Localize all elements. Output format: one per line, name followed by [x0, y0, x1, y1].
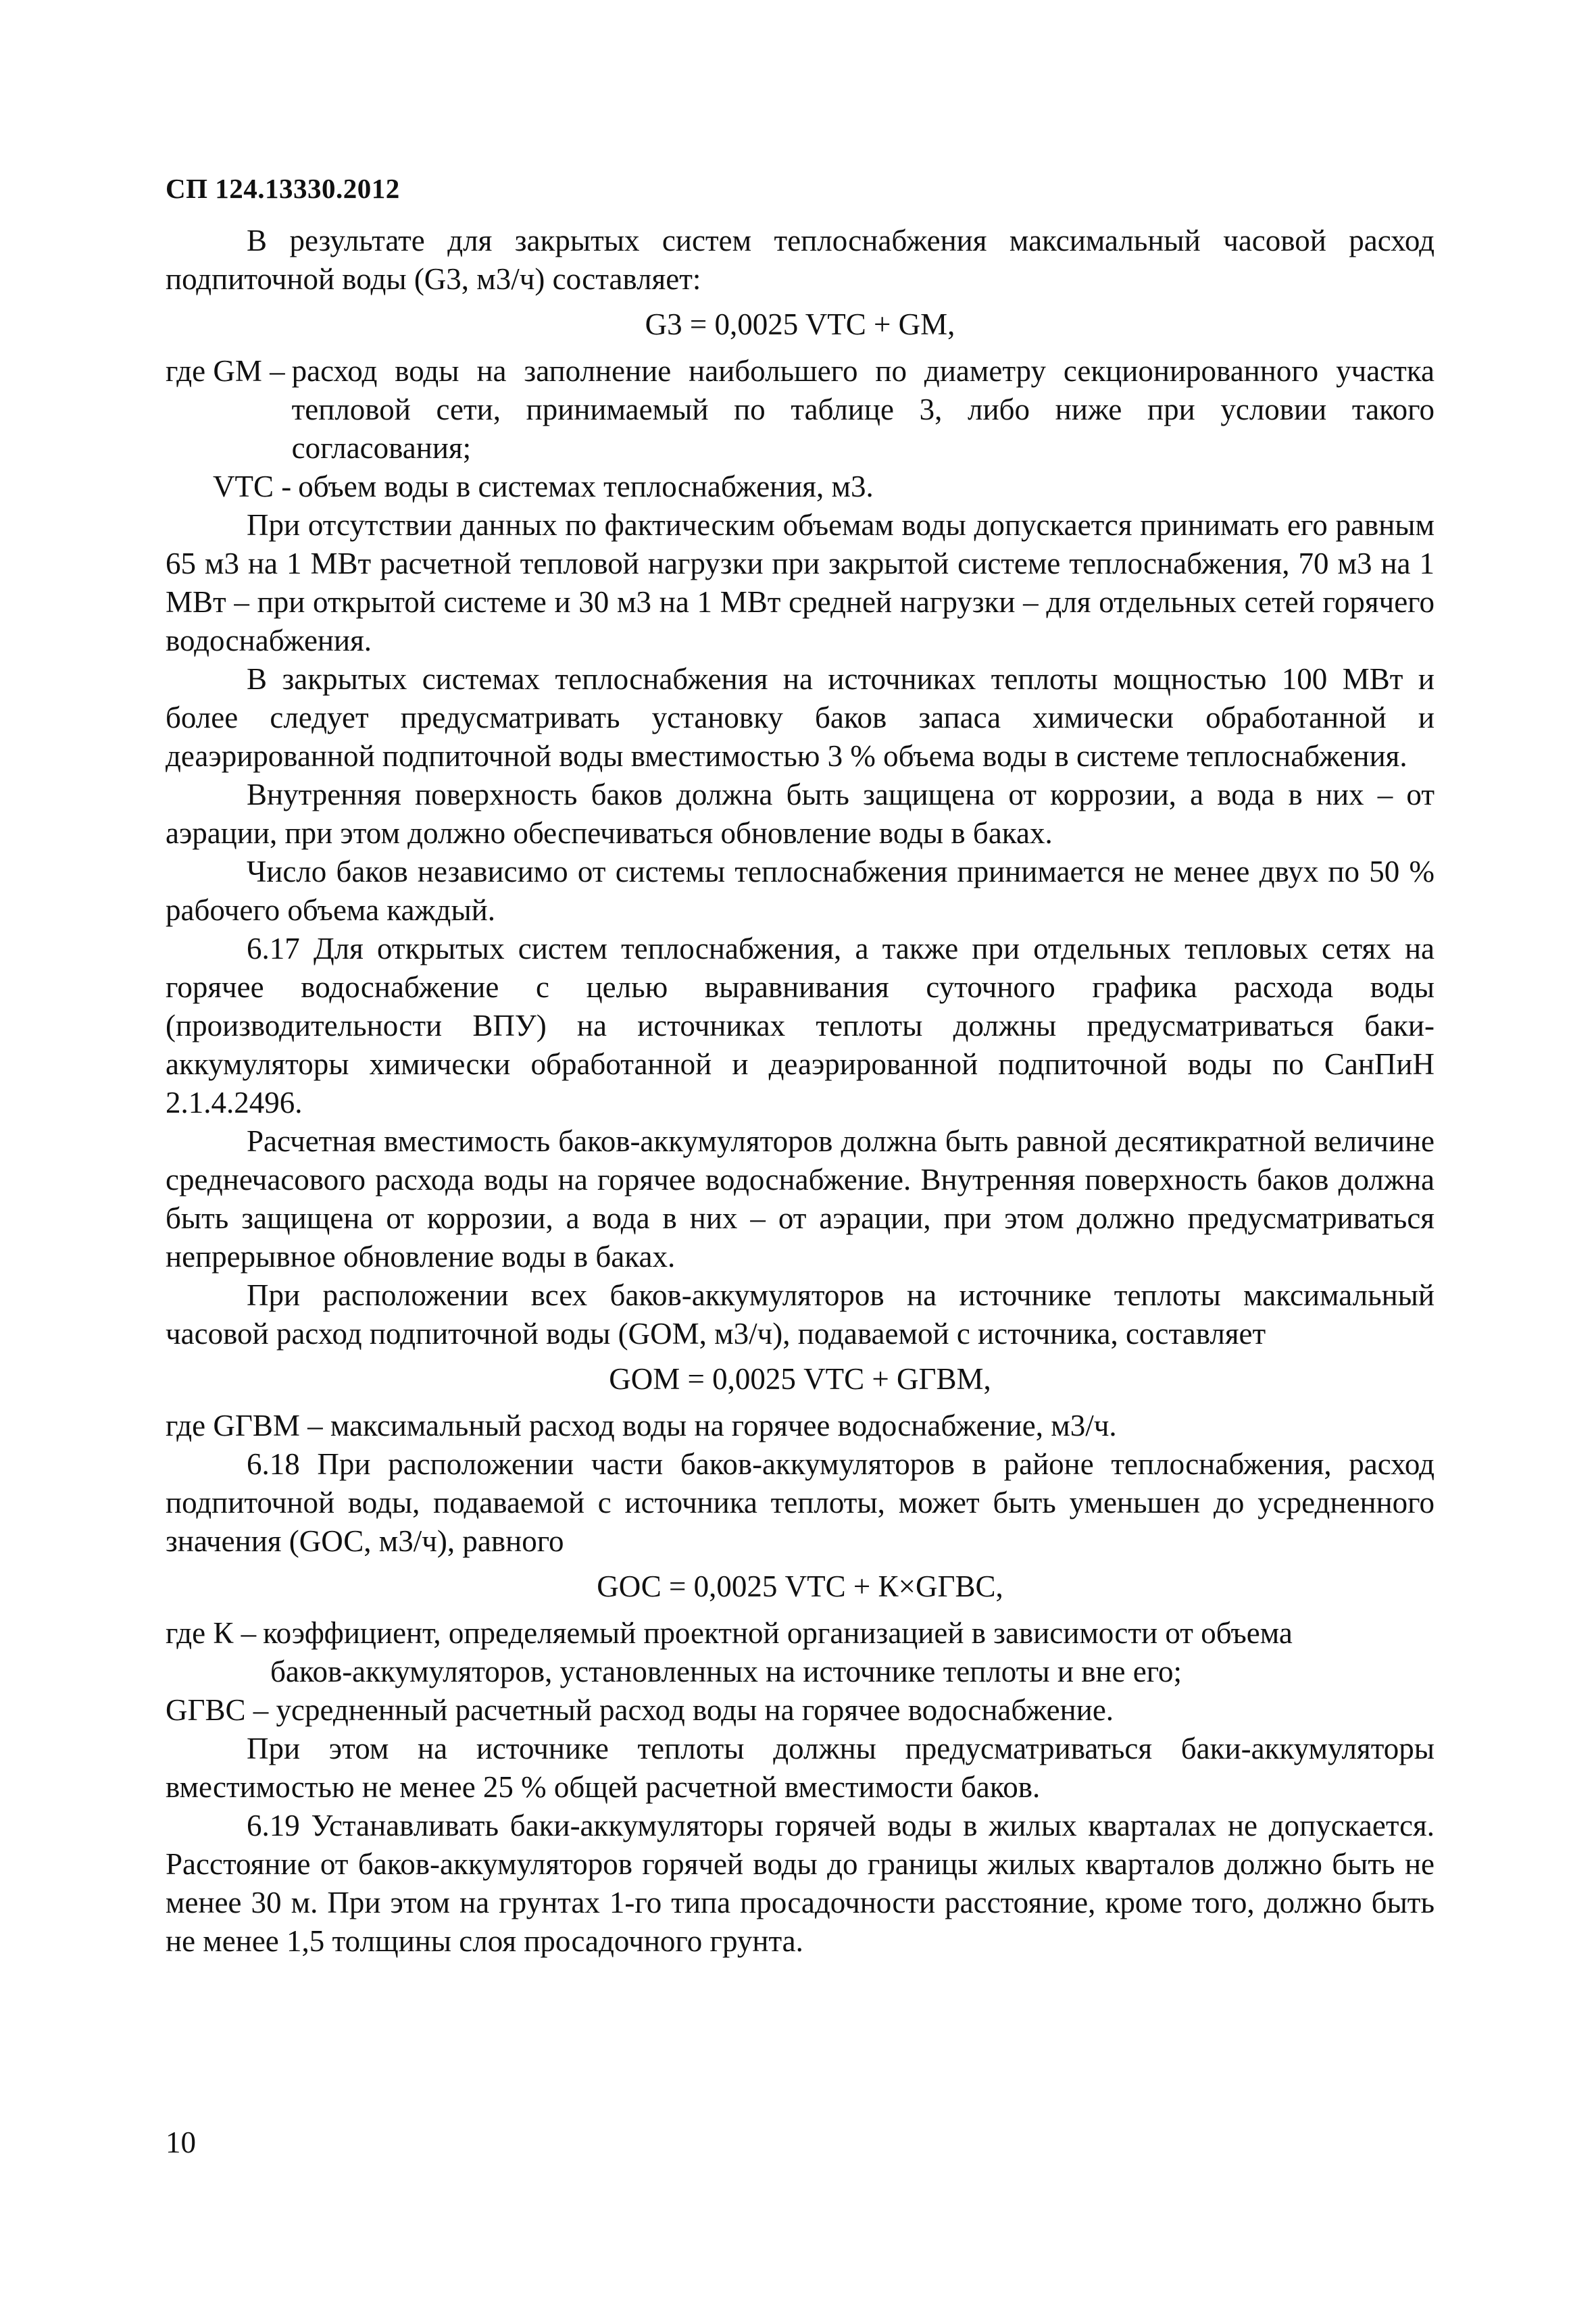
definition-text: объем воды в системах теплоснабжения, м3.	[298, 470, 874, 503]
definition-ggvs: GГВС – усредненный расчетный расход воды на горячее водоснабжение.	[166, 1693, 1114, 1727]
paragraph-tank-count: Число баков независимо от системы теплоснабжения принимается не менее двух по 50 % рабочего объема каждый.	[166, 855, 1435, 927]
page-number: 10	[166, 2126, 196, 2159]
paragraph-6-18: 6.18 При расположении части баков-аккумуляторов в районе теплоснабжения, расход подпиточной воды, подаваемой с источника теплоты, может быть уменьшен до усредненного значения (GОС, м3/ч), равного	[166, 1447, 1435, 1558]
formula-goc: GОС = 0,0025 VТС + К×GГВС,	[597, 1569, 1003, 1603]
definition-term: где К –	[166, 1616, 257, 1650]
document-body	[166, 222, 1435, 1961]
paragraph-reserve-tanks: В закрытых системах теплоснабжения на источниках теплоты мощностью 100 МВт и более следует предусматривать установку баков запаса химически обработанной и деаэрированной подпиточной воды вместимостью 3 % объема воды в системе теплоснабжения.	[166, 662, 1435, 773]
paragraph-tank-protection: Внутренняя поверхность баков должна быть защищена от коррозии, а вода в них – от аэрации, при этом должно обеспечиваться обновление воды в баках.	[166, 778, 1435, 850]
formula-g3: G3 = 0,0025 VТС + GМ,	[645, 307, 955, 341]
definition-text: коэффициент, определяемый проектной организацией в зависимости от объема	[263, 1616, 1293, 1650]
definition-term: VТС -	[213, 470, 292, 503]
paragraph-all-tanks-at-source: При расположении всех баков-аккумуляторов на источнике теплоты максимальный часовой расход подпиточной воды (GОМ, м3/ч), подаваемой с источника, составляет	[166, 1278, 1435, 1351]
definition-ggvm: где GГВМ – максимальный расход воды на горячее водоснабжение, м3/ч.	[166, 1409, 1117, 1442]
paragraph-closed-systems-intro: В результате для закрытых систем теплоснабжения максимальный часовой расход подпиточной воды (G3, м3/ч) составляет:	[166, 224, 1435, 296]
formula-gom: GОМ = 0,0025 VТС + GГВМ,	[609, 1362, 991, 1396]
paragraph-accumulator-capacity: Расчетная вместимость баков-аккумуляторов должна быть равной десятикратной величине среднечасового расхода воды на горячее водоснабжение. Внутренняя поверхность баков должна быть защищена от коррозии, а вода в них – от аэрации, при этом должно предусматриваться непрерывное обновление воды в баках.	[166, 1124, 1435, 1274]
definition-k-continuation: баков-аккумуляторов, установленных на источнике теплоты и вне его;	[270, 1655, 1182, 1688]
definition-gm	[166, 352, 1435, 468]
document-code-header: СП 124.13330.2012	[166, 173, 400, 204]
paragraph-source-tanks-minimum: При этом на источнике теплоты должны предусматриваться баки-аккумуляторы вместимостью не менее 25 % общей расчетной вместимости баков.	[166, 1732, 1435, 1804]
paragraph-6-17: 6.17 Для открытых систем теплоснабжения, а также при отдельных тепловых сетях на горячее водоснабжение с целью выравнивания суточного графика расхода воды (производительности ВПУ) на источниках теплоты должны предусматриваться баки-аккумуляторы химически обработанной и деаэрированной подпиточной воды по СанПиН 2.1.4.2496.	[166, 932, 1435, 1120]
paragraph-6-19: 6.19 Устанавливать баки-аккумуляторы горячей воды в жилых кварталах не допускается. Расстояние от баков-аккумуляторов горячей воды до границы жилых кварталов должно быть не менее 30 м. При этом на грунтах 1-го типа просадочности расстояние, кроме того, должно быть не менее 1,5 толщины слоя просадочного грунта.	[166, 1809, 1435, 1958]
definition-vtc	[166, 468, 1435, 506]
definition-text: расход воды на заполнение наибольшего по диаметру секционированного участка тепловой сети, принимаемый по таблице 3, либо ниже при условии такого согласования;	[291, 354, 1435, 465]
definition-term: где GМ –	[166, 354, 285, 388]
definition-k	[166, 1614, 1435, 1653]
paragraph-water-volume-default: При отсутствии данных по фактическим объемам воды допускается принимать его равным 65 м3 на 1 МВт расчетной тепловой нагрузки при закрытой системе теплоснабжения, 70 м3 на 1 МВт – при открытой системе и 30 м3 на 1 МВт средней нагрузки – для отдельных сетей горячего водоснабжения.	[166, 508, 1435, 657]
